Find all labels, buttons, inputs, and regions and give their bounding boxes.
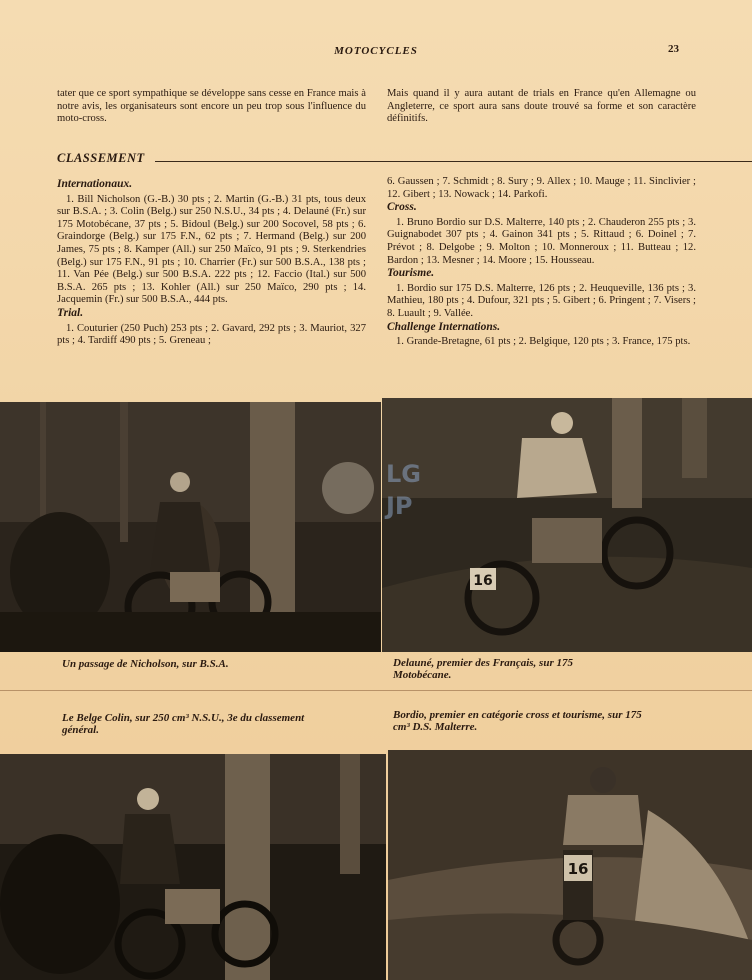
photo-colin-image: [0, 754, 386, 980]
trial-title: Trial.: [57, 306, 84, 319]
tourisme-title: Tourisme.: [387, 267, 435, 280]
classement-heading-row: [57, 151, 752, 167]
caption-bordio: Bordio, premier en catégorie cross et tourisme, sur 175 cm³ D.S. Malterre.: [393, 709, 642, 733]
rankings-right-column: [387, 176, 696, 349]
classement-rule: [155, 161, 752, 162]
internationaux-title: Internationaux.: [57, 178, 133, 190]
bordio-plate-number: 16: [567, 860, 589, 878]
rankings-left-column: [57, 178, 366, 348]
internationaux-results: 1. Bill Nicholson (G.-B.) 30 pts ; 2. Martin (G.-B.) 31 pts, tous deux sur B.S.A. ; 3. Colin (Belg.) sur 250 N.S.U., 34 pts ; 4. Delauné (Fr.) sur 175 Motobécane, 37 pts ; 5. Bidoul (Belg.) sur 200 Socovel, 58 pts ; 6. Graindorge (Belg.) sur 175 F.N., 62 pts ; 7. Hermand (Belg.) sur 200 James, 75 pts ; 8. Kamper (All.) sur 250 Maïco, 91 pts ; 9. Sterkendries (Belg.) sur 175 F.N., 91 pts ; 10. Charrier (Fr.) sur 500 B.S.A., 138 pts ; 11. Van Pée (Belg.) sur 500 B.S.A. 222 pts ; 12. Faccio (Ital.) sur 500 B.S.A. 265 pts ; 13. Kohler (All.) sur 250 Maïco, 290 pts ; 14. Jacquemin (Fr.) sur 500 B.S.A., 444 pts.: [57, 193, 366, 306]
mid-divider: [0, 690, 752, 691]
cross-title: Cross.: [387, 201, 417, 214]
delaune-plate-number: 16: [473, 573, 493, 589]
photo-bordio-image: [388, 750, 752, 980]
trial-results: 1. Couturier (250 Puch) 253 pts ; 2. Gavard, 292 pts ; 3. Mauriot, 327 pts ; 4. Tardiff 490 pts ; 5. Greneau ;: [57, 322, 366, 347]
challenge-results: 1. Grande-Bretagne, 61 pts ; 2. Belgique, 120 pts ; 3. France, 175 pts.: [396, 336, 691, 348]
watermark-graphic: [320, 448, 440, 528]
caption-nicholson: Un passage de Nicholson, sur B.S.A.: [62, 658, 229, 670]
page-number: 23: [668, 43, 679, 55]
photo-colin: [0, 754, 386, 980]
cross-results: 1. Bruno Bordio sur D.S. Malterre, 140 pts ; 2. Chauderon 255 pts ; 3. Guignabodet 307 pts ; 4. Gainon 341 pts ; 5. Rittaud ; 6. Doinel ; 7. Prévot ; 8. Delgobe ; 9. Molton ; 10. Monneroux ; 11. Butteau ; 12. Bardon ; 13. Mesner ; 14. Moore ; 15. Housseau.: [387, 216, 696, 266]
intro-left-column: [57, 88, 366, 126]
caption-colin: Le Belge Colin, sur 250 cm³ N.S.U., 3e du classement général.: [62, 712, 305, 736]
watermark-lgjp: [320, 448, 440, 528]
tourisme-results: 1. Bordio sur 175 D.S. Malterre, 126 pts ; 2. Heuqueville, 136 pts ; 3. Mathieu, 180 pts ; 4. Dufour, 321 pts ; 5. Gibert ; 6. Pringent ; 7. Visers ; 8. Luault ; 9. Vallée.: [387, 282, 696, 319]
trial-results-continued: 6. Gaussen ; 7. Schmidt ; 8. Sury ; 9. Allex ; 10. Mauge ; 11. Sinclivier ; 12. Gibert ; 13. Nowack ; 14. Parkofi.: [387, 176, 696, 200]
challenge-title: Challenge Internations.: [387, 320, 501, 333]
running-head: MOTOCYCLES: [334, 45, 418, 57]
classement-heading: CLASSEMENT: [57, 151, 145, 165]
watermark-line2: JP: [386, 492, 413, 520]
intro-left-text: tater que ce sport sympathique se développe sans cesse en France mais à notre avis, les organisateurs sont encore un peu trop sous l'influence du moto-cross.: [57, 88, 366, 125]
caption-delaune: Delauné, premier des Français, sur 175 Motobécane.: [393, 657, 573, 681]
photo-bordio: [388, 750, 752, 980]
intro-right-column: [387, 88, 696, 126]
watermark-line1: LG: [386, 460, 421, 488]
intro-right-text: Mais quand il y aura autant de trials en France qu'en Allemagne ou Angleterre, ce sport aura sans doute trouvé sa forme et son caractère définitifs.: [387, 88, 696, 125]
